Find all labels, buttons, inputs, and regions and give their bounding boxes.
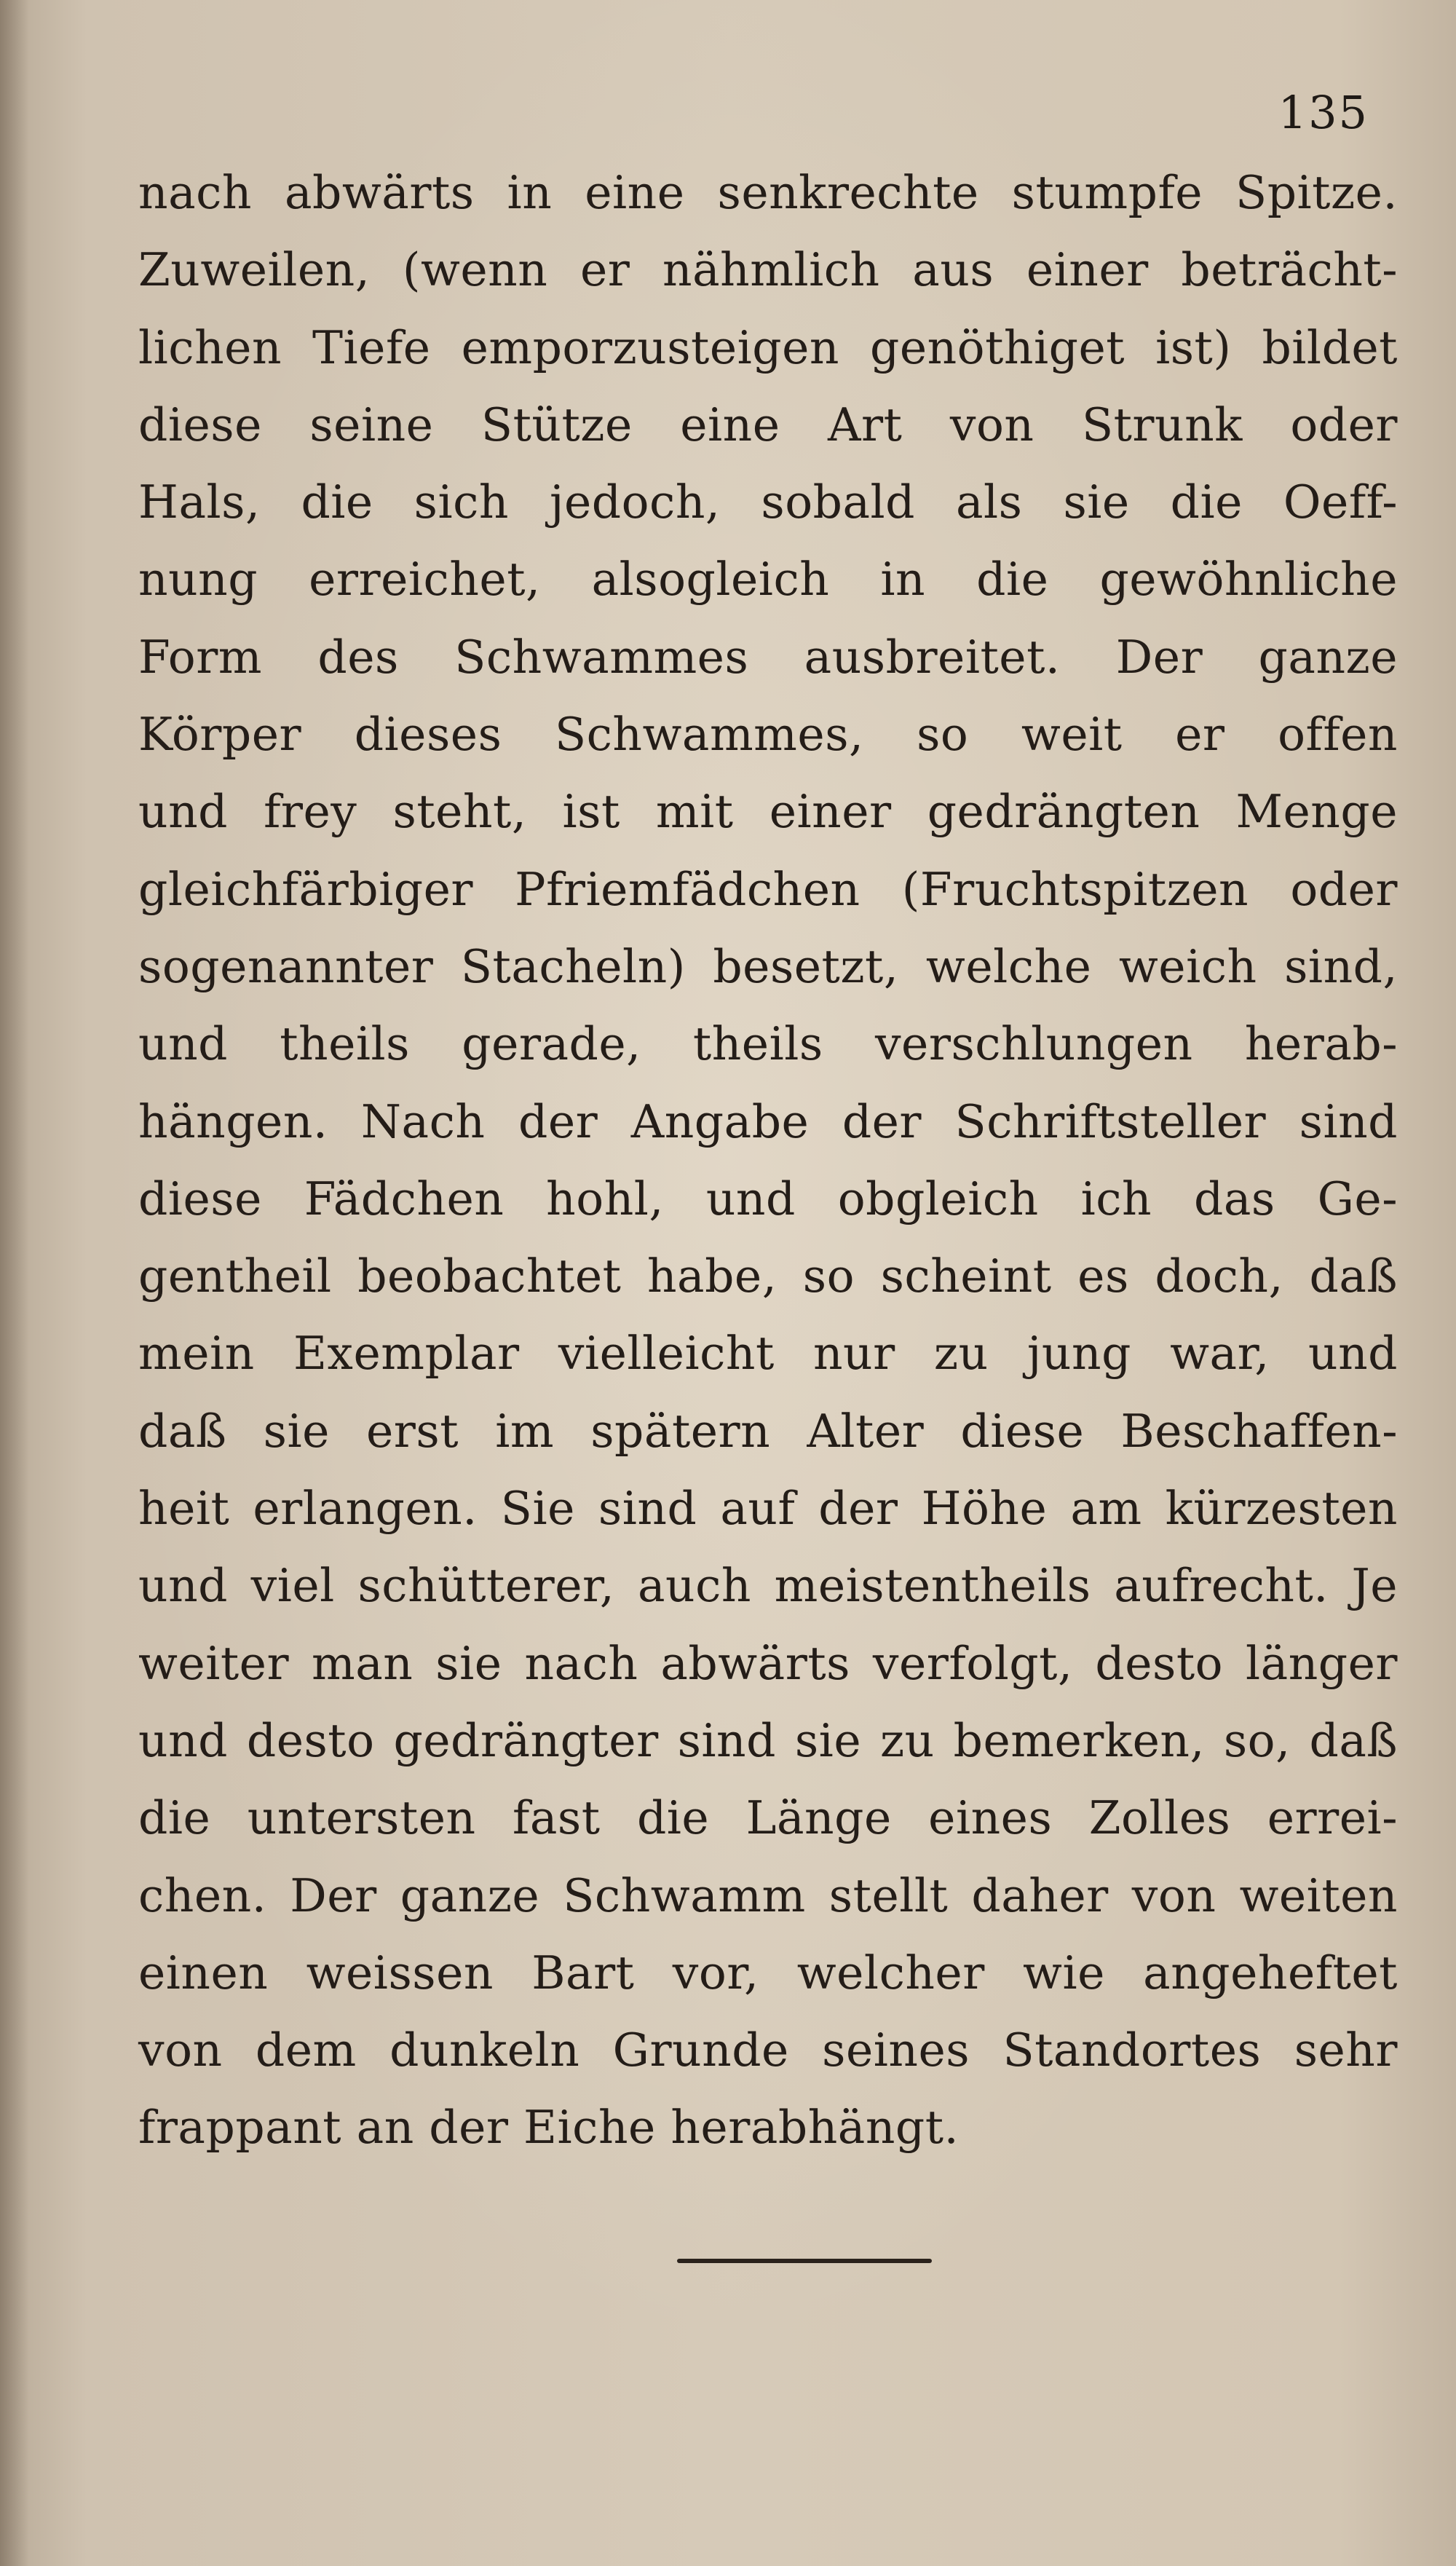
text-line: lichen Tiefe emporzusteigen genöthiget ist) bildet (138, 320, 1398, 374)
text-line: einen weissen Bart vor, welcher wie angeheftet (138, 1946, 1398, 1999)
text-line: die untersten fast die Länge eines Zolles errei- (138, 1791, 1398, 1845)
text-line: diese seine Stütze eine Art von Strunk oder (138, 398, 1398, 451)
text-line: Form des Schwammes ausbreitet. Der ganze (138, 630, 1398, 684)
text-line: frappant an der Eiche herabhängt. (138, 2101, 960, 2155)
text-line: daß sie erst im spätern Alter diese Beschaffen- (138, 1404, 1398, 1458)
text-line: und viel schütterer, auch meistentheils aufrecht. Je (138, 1559, 1398, 1613)
text-line: Zuweilen, (wenn er nähmlich aus einer beträcht- (138, 243, 1398, 297)
text-line: chen. Der ganze Schwamm stellt daher von weiten (138, 1868, 1398, 1922)
text-line: weiter man sie nach abwärts verfolgt, desto länger (138, 1636, 1398, 1690)
text-line: hängen. Nach der Angabe der Schriftsteller sind (138, 1094, 1398, 1148)
text-line: sogenannter Stacheln) besetzt, welche weich sind, (138, 939, 1398, 993)
text-line: mein Exemplar vielleicht nur zu jung war, und (138, 1327, 1398, 1381)
text-line: Hals, die sich jedoch, sobald als sie die Oeff- (138, 475, 1398, 529)
text-line: gentheil beobachtet habe, so scheint es doch, daß (138, 1250, 1398, 1303)
text-line: und theils gerade, theils verschlungen herab- (138, 1017, 1398, 1071)
text-line: und desto gedrängter sind sie zu bemerken, so, daß (138, 1713, 1398, 1767)
text-line: gleichfärbiger Pfriemfädchen (Fruchtspitzen oder (138, 862, 1398, 916)
text-line: nung erreichet, alsogleich in die gewöhnliche (138, 553, 1398, 607)
text-line: diese Fädchen hohl, und obgleich ich das Ge- (138, 1172, 1398, 1225)
text-line: heit erlangen. Sie sind auf der Höhe am kürzesten (138, 1482, 1398, 1536)
text-line: Körper dieses Schwammes, so weit er offen (138, 708, 1398, 762)
section-end-rule (677, 2259, 932, 2263)
page-number: 135 (1278, 86, 1369, 139)
text-line: nach abwärts in eine senkrechte stumpfe Spitze. (138, 166, 1398, 219)
text-line: und frey steht, ist mit einer gedrängten Menge (138, 785, 1398, 839)
body-text (138, 154, 1398, 2167)
text-line: von dem dunkeln Grunde seines Standortes sehr (138, 2024, 1398, 2077)
